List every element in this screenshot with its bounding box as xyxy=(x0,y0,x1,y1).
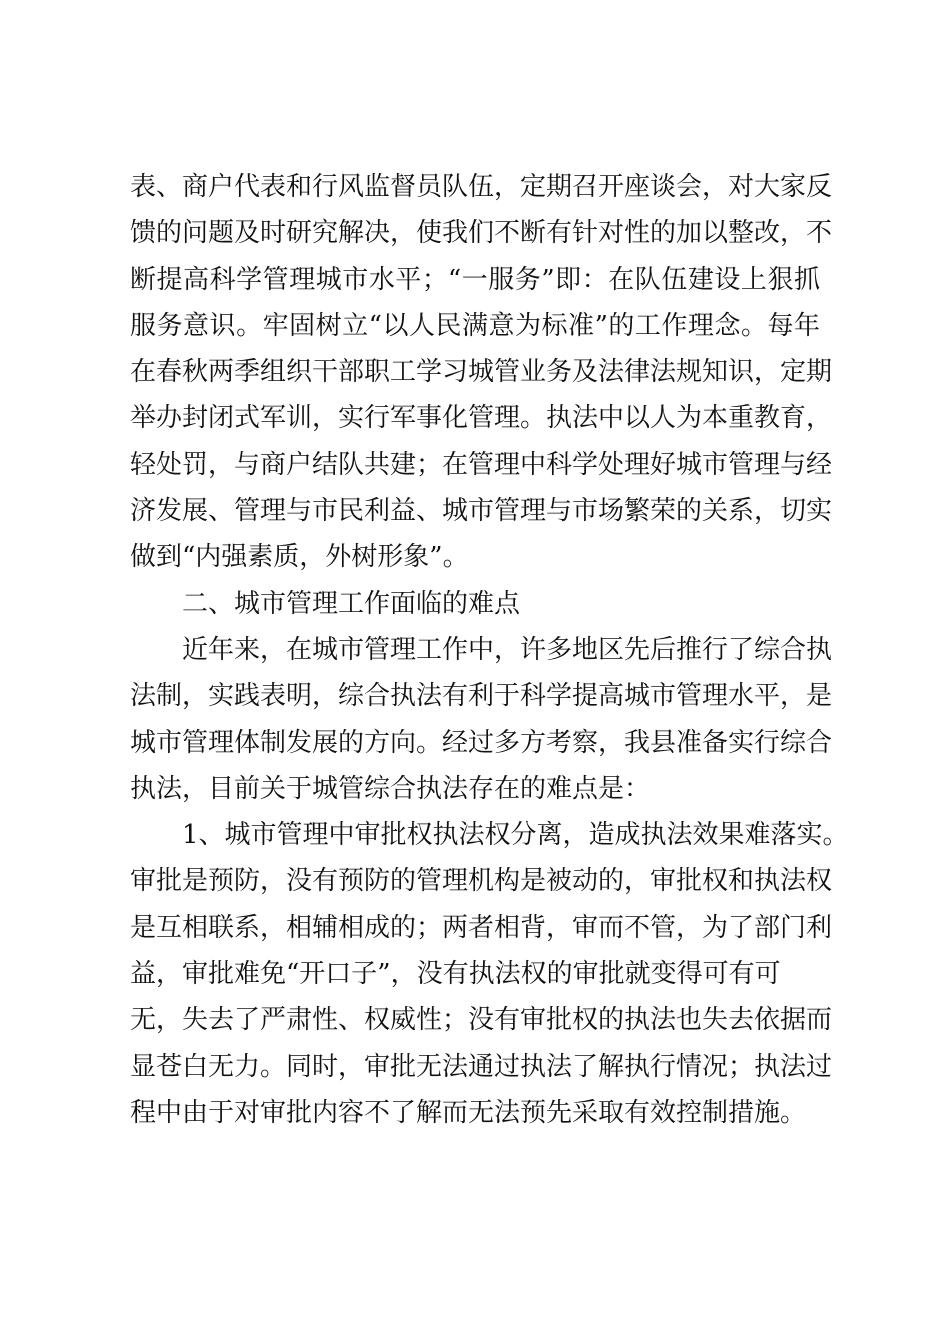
text-line: 显苍白无力。同时，审批无法通过执法了解执行情况；执法过 xyxy=(130,1051,833,1082)
text-line: 断提高科学管理城市水平；“一服务”即：在队伍建设上狠抓 xyxy=(130,264,820,295)
text-line: 无，失去了严肃性、权威性；没有审批权的执法也失去依据而 xyxy=(130,1005,833,1036)
text-line: 表、商户代表和行风监督员队伍，定期召开座谈会，对大家反 xyxy=(130,172,833,202)
text-line: 济发展、管理与市民利益、城市管理与市场繁荣的关系，切实 xyxy=(130,496,833,527)
text-line: 馈的问题及时研究解决，使我们不断有针对性的加以整改，不 xyxy=(130,218,833,249)
paragraph xyxy=(130,164,833,581)
text-line: 服务意识。牢固树立“以人民满意为标准”的工作理念。每年 xyxy=(130,310,820,341)
text-line: 做到“内强素质，外树形象”。 xyxy=(130,542,469,573)
text-line: 程中由于对审批内容不了解而无法预先采取有效控制措施。 xyxy=(130,1097,807,1128)
text-line: 益，审批难免“开口子”，没有执法权的审批就变得可有可 xyxy=(130,959,781,990)
text-line: 执法，目前关于城管综合执法存在的难点是： xyxy=(130,773,651,804)
text-line: 法制，实践表明，综合执法有利于科学提高城市管理水平，是 xyxy=(130,681,833,712)
text-line: 近年来，在城市管理工作中，许多地区先后推行了综合执 xyxy=(182,634,833,665)
text-line: 是互相联系，相辅相成的；两者相背，审而不管，为了部门利 xyxy=(130,912,833,943)
text-line: 举办封闭式军训，实行军事化管理。执法中以人为本重教育， xyxy=(130,403,833,434)
body-text xyxy=(130,164,849,1136)
section-heading xyxy=(130,581,820,627)
paragraph xyxy=(130,627,833,812)
text-line: 在春秋两季组织干部职工学习城管业务及法律法规知识，定期 xyxy=(130,357,833,388)
text-line: 城市管理体制发展的方向。经过多方考察，我县准备实行综合 xyxy=(130,727,833,758)
text-line: 1、城市管理中审批权执法权分离，造成执法效果难落实。 xyxy=(182,820,849,851)
paragraph xyxy=(130,812,849,1136)
text-line: 轻处罚，与商户结队共建；在管理中科学处理好城市管理与经 xyxy=(130,449,833,480)
heading-text: 二、城市管理工作面临的难点 xyxy=(182,588,521,619)
text-line: 审批是预防，没有预防的管理机构是被动的，审批权和执法权 xyxy=(130,866,833,897)
